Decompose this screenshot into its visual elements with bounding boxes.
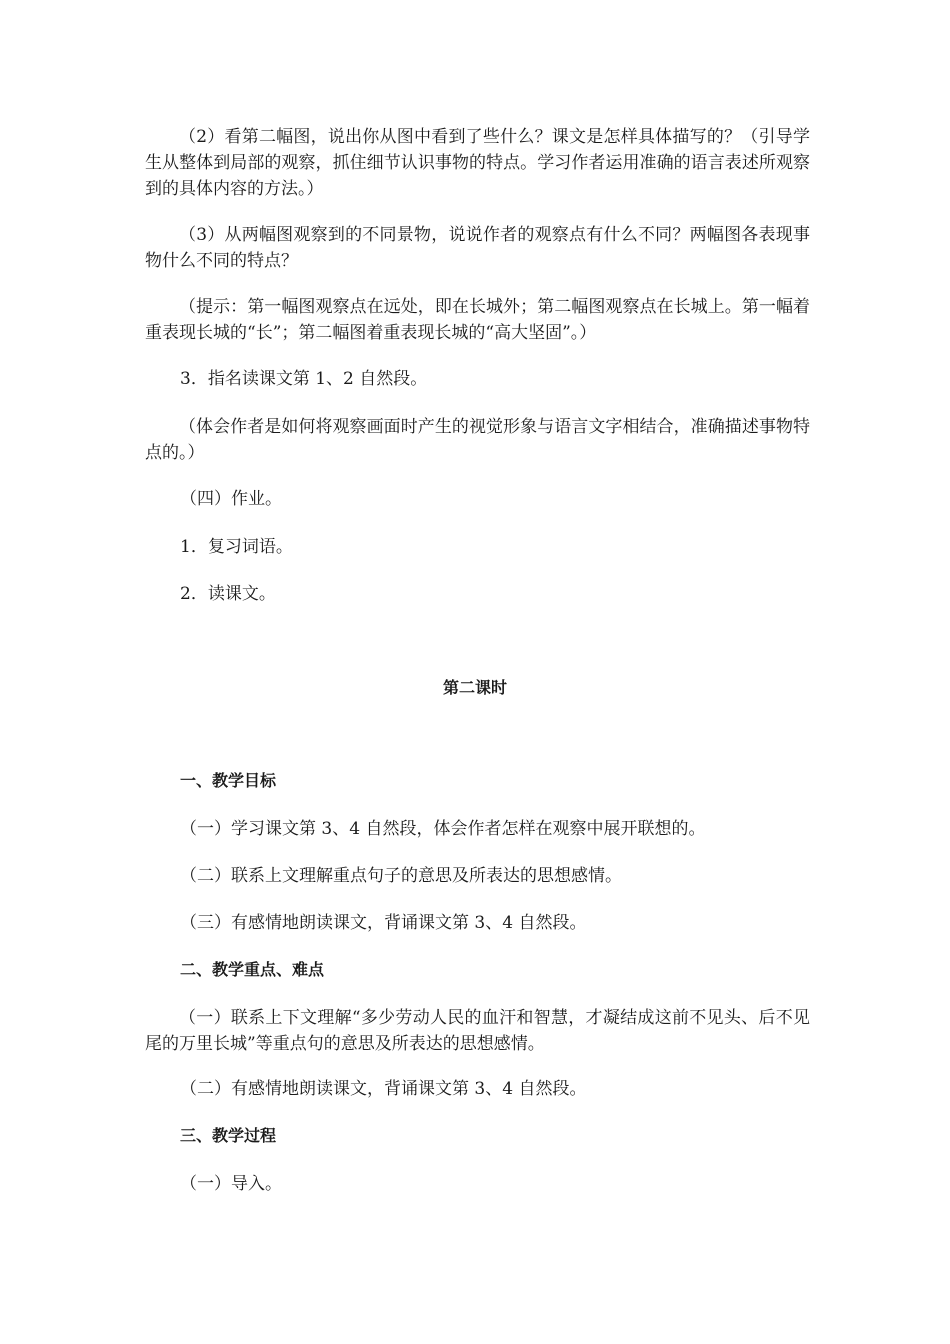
homework-item-2: 2．读课文。 (180, 584, 276, 604)
paragraph-experience: （体会作者是如何将观察画面时产生的视觉形象与语言文字相结合，准确描述事物特点的。） (145, 417, 810, 463)
section-heading-objectives: 一、教学目标 (180, 771, 277, 790)
key-point-1: （一）联系上下文理解“多少劳动人民的血汗和智慧，才凝结成这前不见头、后不见尾的万里长城”等重点句的意思及所表达的思想感情。 (145, 1008, 810, 1054)
section-heading-key-points: 二、教学重点、难点 (180, 960, 325, 979)
objective-item-3: （三）有感情地朗读课文，背诵课文第 3、4 自然段。 (180, 913, 587, 933)
paragraph-read-aloud: 3．指名读课文第 1、2 自然段。 (180, 369, 428, 389)
section-heading-process: 三、教学过程 (180, 1126, 277, 1145)
paragraph-observe-second-picture: （2）看第二幅图，说出你从图中看到了些什么？课文是怎样具体描写的？（引导学生从整体到局部的观察，抓住细节认识事物的特点。学习作者运用准确的语言表述所观察到的具体内容的方法。） (145, 127, 810, 199)
process-item-1: （一）导入。 (180, 1174, 282, 1194)
homework-heading: （四）作业。 (180, 489, 282, 509)
objective-item-1: （一）学习课文第 3、4 自然段，体会作者怎样在观察中展开联想的。 (180, 819, 706, 839)
lesson-title: 第二课时 (442, 678, 507, 697)
paragraph-hint: （提示：第一幅图观察点在远处，即在长城外；第二幅图观察点在长城上。第一幅着重表现长城的“长”；第二幅图着重表现长城的“高大坚固”。） (145, 297, 810, 343)
objective-item-2: （二）联系上文理解重点句子的意思及所表达的思想感情。 (180, 866, 622, 886)
homework-item-1: 1．复习词语。 (180, 537, 293, 557)
key-point-2: （二）有感情地朗读课文，背诵课文第 3、4 自然段。 (180, 1079, 587, 1099)
paragraph-compare-viewpoints: （3）从两幅图观察到的不同景物，说说作者的观察点有什么不同？两幅图各表现事物什么不同的特点？ (145, 225, 810, 271)
